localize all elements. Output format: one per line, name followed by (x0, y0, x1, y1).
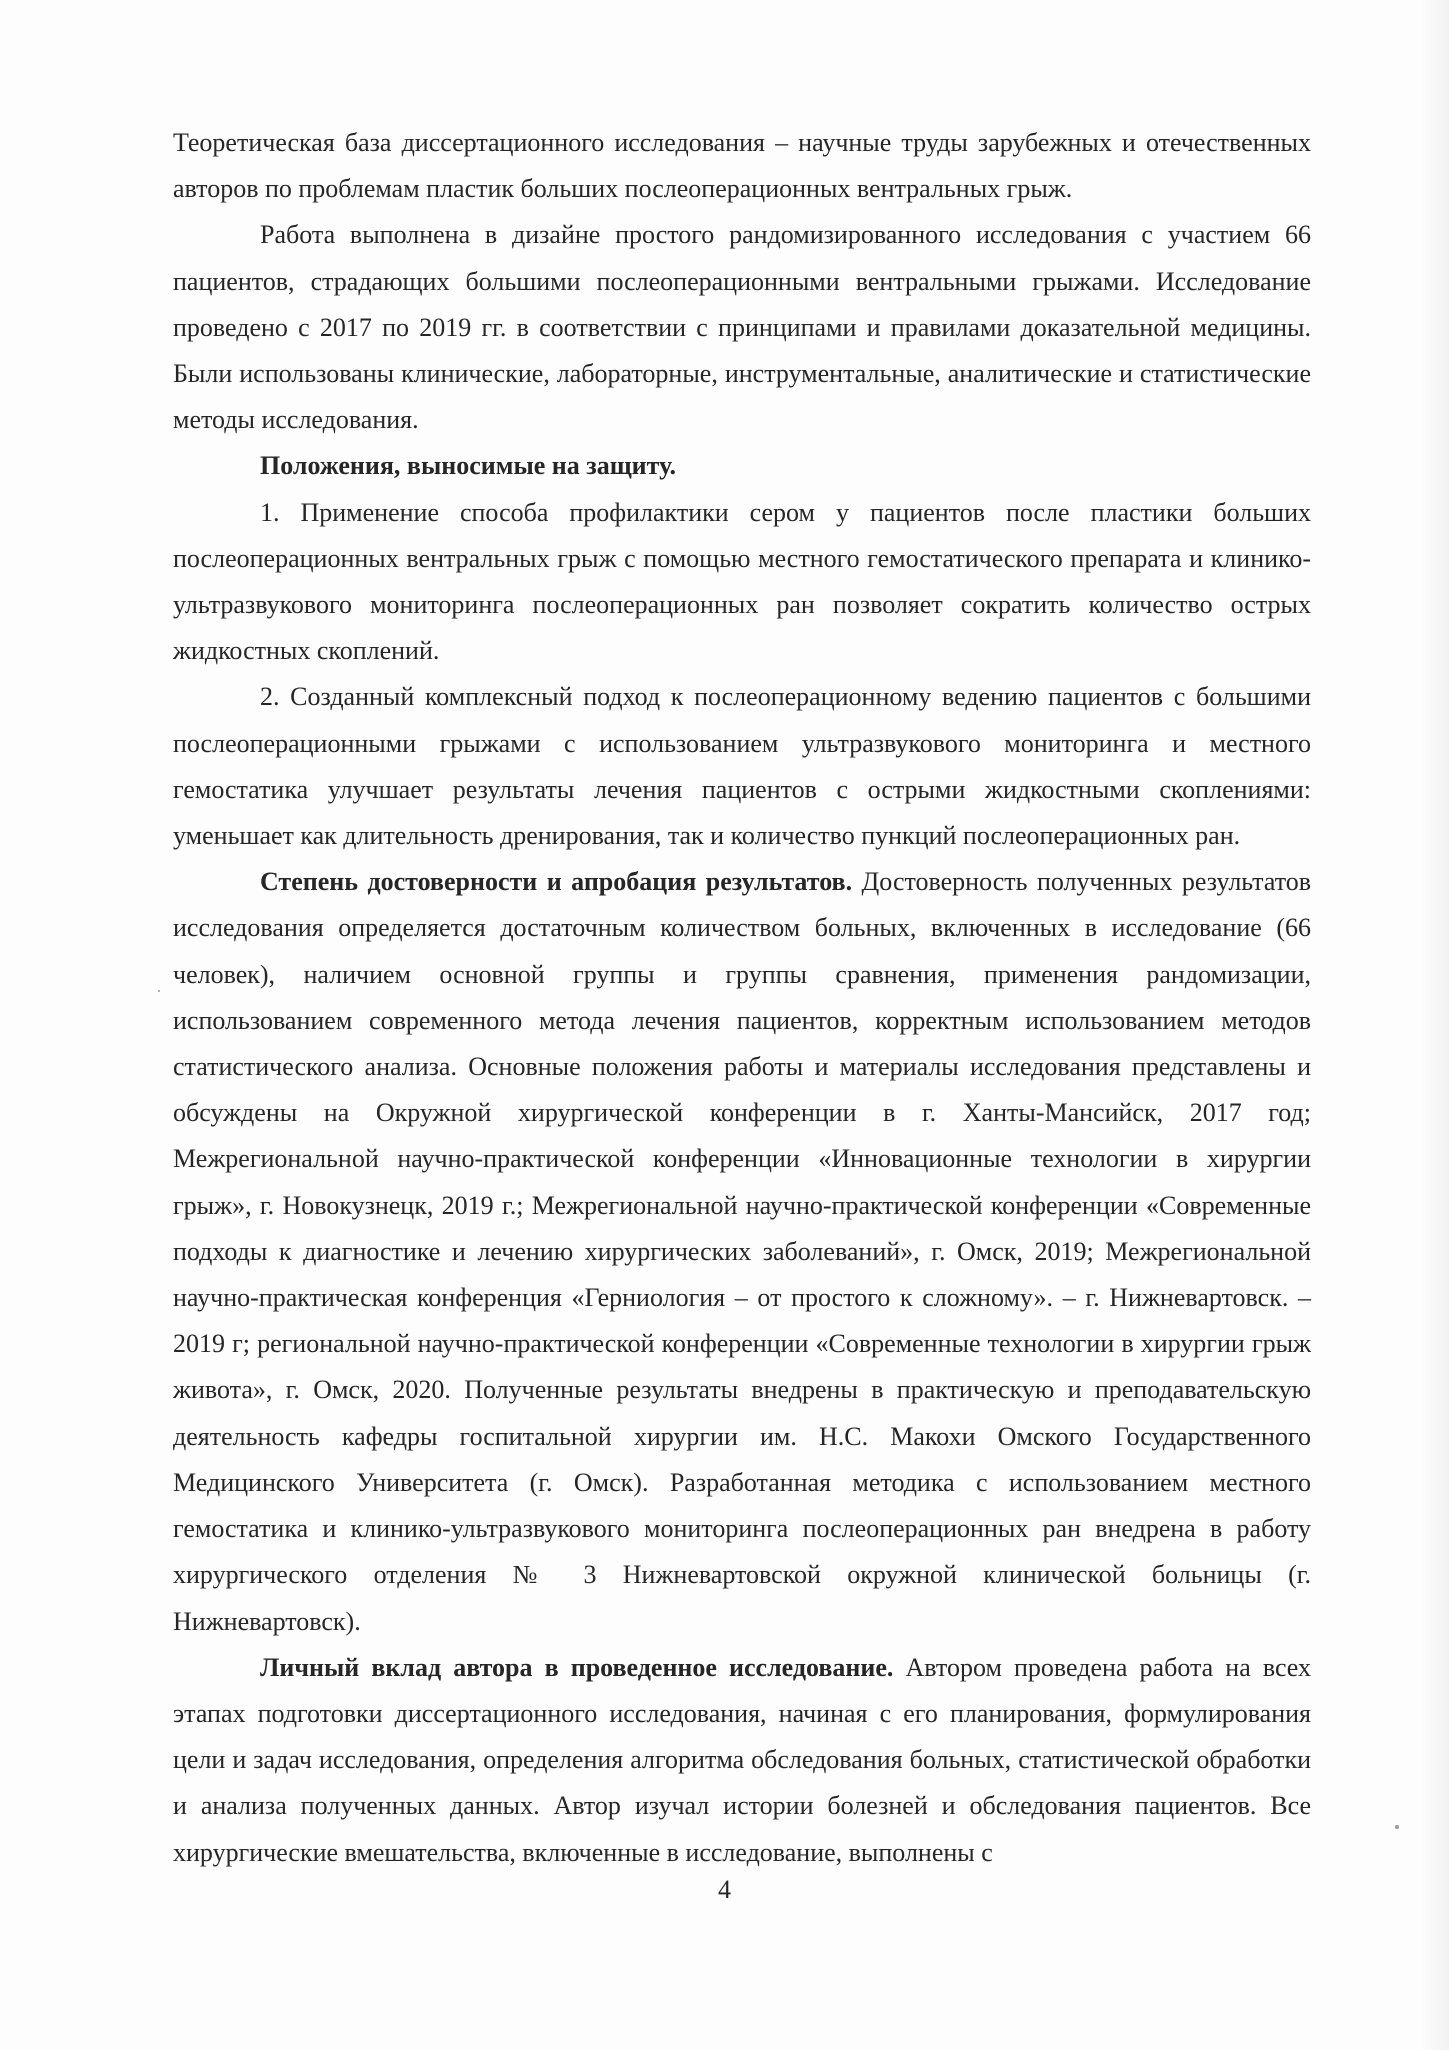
scan-edge-shadow (1421, 0, 1449, 2050)
paragraph-provision-1: 1. Применение способа профилактики сером у пациентов после пластики больших послеоперационных вентральных грыж с помощью местного гемостатического препарата и клинико-ультразвукового мониторинга послеоперационных ран позволяет сократить количество острых жидкостных скоплений. (173, 497, 1311, 666)
scan-speck (158, 990, 160, 992)
paragraph-reliability (173, 859, 1311, 1644)
paragraph-study-design: Работа выполнена в дизайне простого рандомизированного исследования с участием 66 пациентов, страдающих большими послеоперационными вентральными грыжами. Исследование проведено с 2017 по 2019 гг. в соответствии с принципами и правилами доказательной медицины. Были использованы клинические, лабораторные, инструментальные, аналитические и статистические методы исследования. (173, 220, 1311, 435)
page-number: 4 (718, 1875, 731, 1904)
personal-contribution-text: Автором проведена работа на всех этапах подготовки диссертационного исследования, начиная с его планирования, формулирования цели и задач исследования, определения алгоритма обследования больных, статистической обработки и анализа полученных данных. Автор изучал истории болезней и обследования пациентов. Все хирургические вмешательства, включенные в исследование, выполнены с (173, 1652, 1312, 1867)
paragraph-provision-2: 2. Созданный комплексный подход к послеоперационному ведению пациентов с большими послеоперационными грыжами с использованием ультразвукового мониторинга и местного гемостатика улучшает результаты лечения пациентов с острыми жидкостными скоплениями: уменьшает как длительность дренирования, так и количество пункций послеоперационных ран. (173, 682, 1311, 851)
heading-defense-provisions: Положения, выносимые на защиту. (260, 451, 676, 481)
scan-speck (1395, 1825, 1399, 1829)
reliability-text: Достоверность полученных результатов исследования определяется достаточным количеством больных, включенных в исследование (66 человек), наличием основной группы и группы сравнения, применения рандомизации, использованием современного метода лечения пациентов, корректным использованием методов статистического анализа. Основные положения работы и материалы исследования представлены и обсуждены на Окружной хирургической конференции в г. Ханты-Мансийск, 2017 год; Межрегиональной научно-практической конференции «Инновационные технологии в хирургии грыж», г. Новокузнецк, 2019 г.; Межрегиональной научно-практической конференции «Современные подходы к диагностике и лечению хирургических заболеваний», г. Омск, 2019; Межрегиональной научно-практическая конференция «Герниология – от простого к сложному». – г. Нижневартовск. – 2019 г; региональной научно-практической конференции «Современные технологии в хирургии грыж живота», г. Омск, 2020. Полученные результаты внедрены в практическую и преподавательскую деятельность кафедры госпитальной хирургии им. Н.С. Макохи Омского Государственного Медицинского Университета (г. Омск). Разработанная методика с использованием местного гемостатика и клинико-ультразвукового мониторинга послеоперационных ран внедрена в работу хирургического отделения № 3 Нижневартовской окружной клинической больницы (г. Нижневартовск). (173, 867, 1311, 1636)
heading-reliability: Степень достоверности и апробация результатов. (260, 867, 853, 897)
paragraph-personal-contribution (173, 1645, 1311, 1876)
paragraph-theoretical-basis: Теоретическая база диссертационного исследования – научные труды зарубежных и отечественных авторов по проблемам пластик больших послеоперационных вентральных грыж. (173, 128, 1311, 204)
heading-personal-contribution: Личный вклад автора в проведенное исследование. (260, 1652, 894, 1682)
document-body (173, 120, 1311, 1876)
